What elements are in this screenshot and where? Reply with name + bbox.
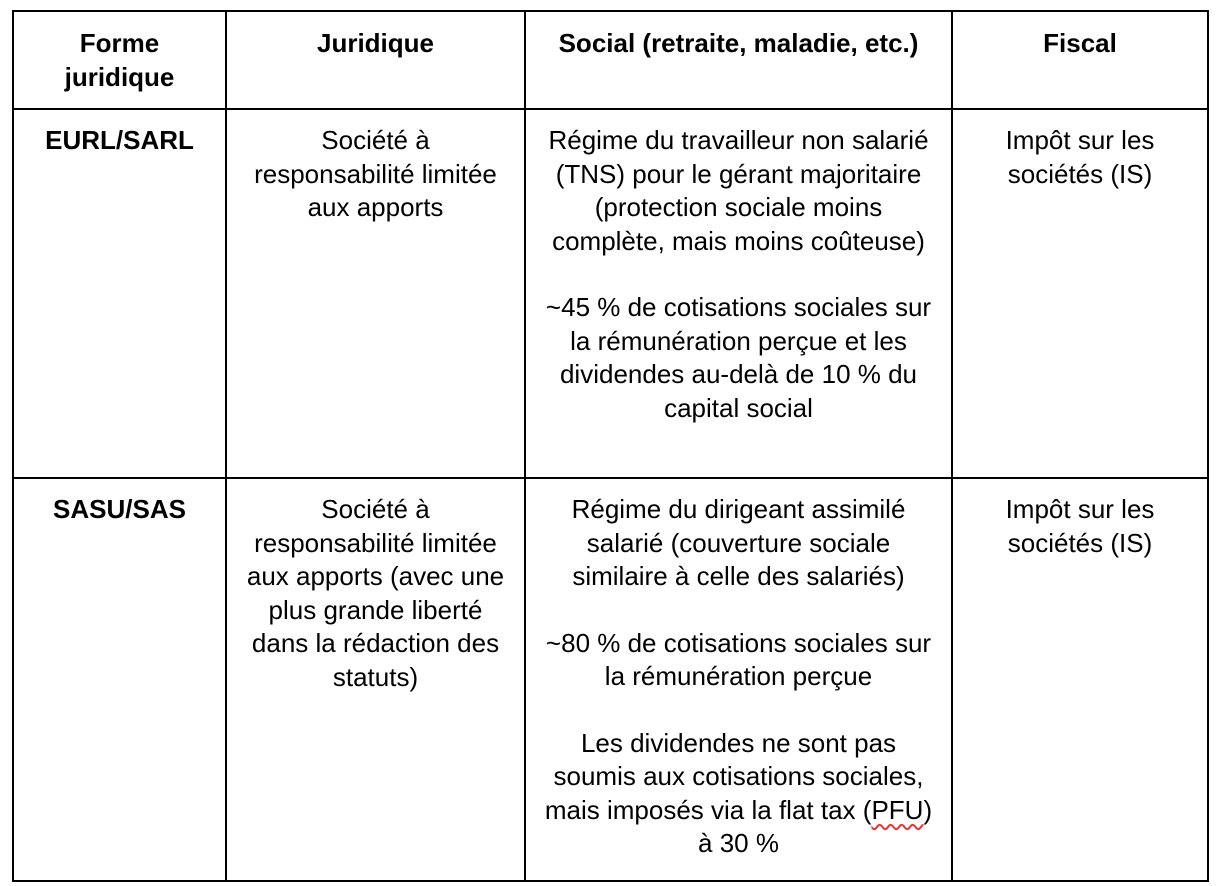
table-row bbox=[13, 109, 1208, 478]
social-paragraph: ~45 % de cotisations sociales sur la rémunération perçue et les dividendes au-delà de 10 % du capital social bbox=[545, 292, 932, 423]
cell-juridique-sasu-sas: Société à responsabilité limitée aux apports (avec une plus grande liberté dans la rédaction des statuts) bbox=[226, 478, 525, 881]
cell-social-eurl-sarl bbox=[525, 109, 952, 478]
cell-forme-eurl-sarl: EURL/SARL bbox=[13, 109, 226, 478]
social-paragraph: Régime du dirigeant assimilé salarié (couverture sociale similaire à celle des salariés) bbox=[571, 494, 906, 591]
cell-forme-sasu-sas: SASU/SAS bbox=[13, 478, 226, 881]
cell-social-sasu-sas bbox=[525, 478, 952, 881]
table-row bbox=[13, 478, 1208, 881]
dividends-text-before: Les dividendes ne sont pas soumis aux cotisations sociales, mais imposés via la flat tax ( bbox=[544, 727, 924, 825]
header-forme-juridique: Forme juridique bbox=[13, 11, 226, 109]
header-fiscal: Fiscal bbox=[952, 11, 1208, 109]
header-row bbox=[13, 11, 1208, 109]
cell-fiscal-eurl-sarl: Impôt sur les sociétés (IS) bbox=[952, 109, 1208, 478]
cell-juridique-eurl-sarl: Société à responsabilité limitée aux apports bbox=[226, 109, 525, 478]
social-paragraph: Régime du travailleur non salarié (TNS) pour le gérant majoritaire (protection sociale moins complète, mais moins coûteuse) bbox=[548, 125, 929, 256]
social-paragraph-dividends bbox=[540, 727, 937, 861]
legal-forms-table bbox=[12, 10, 1209, 882]
header-juridique: Juridique bbox=[226, 11, 525, 109]
header-social: Social (retraite, maladie, etc.) bbox=[525, 11, 952, 109]
dividends-text-after: ) à 30 % bbox=[698, 794, 933, 858]
spellcheck-flagged-word[interactable]: PFU bbox=[871, 794, 924, 825]
social-paragraph: ~80 % de cotisations sociales sur la rémunération perçue bbox=[545, 627, 932, 691]
cell-fiscal-sasu-sas: Impôt sur les sociétés (IS) bbox=[952, 478, 1208, 881]
